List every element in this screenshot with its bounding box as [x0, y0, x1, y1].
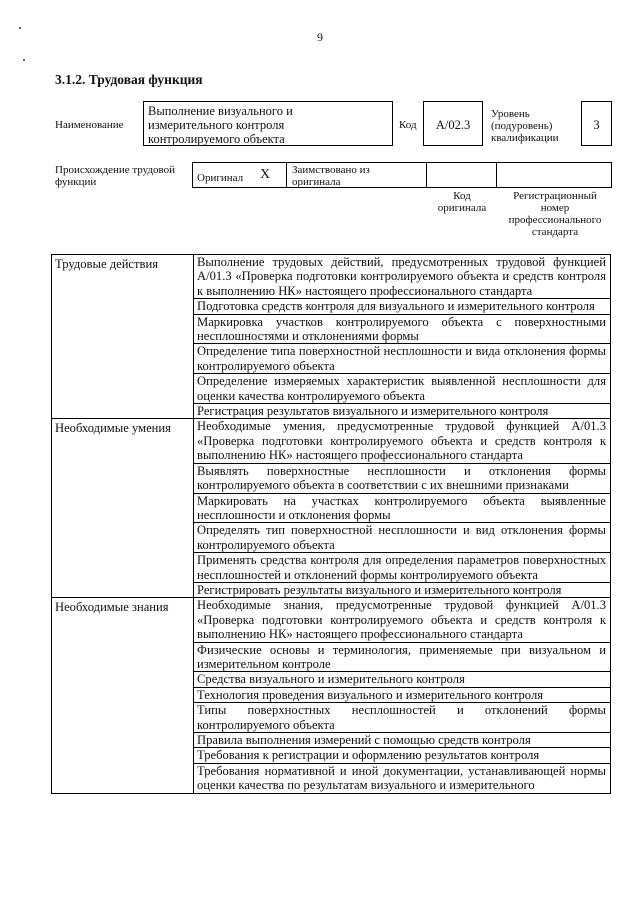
origin-reg-caption: Регистрационный номер профессионального стандарта: [508, 190, 602, 238]
code-value: A/02.3: [435, 118, 471, 132]
table-cell: Необходимые знания, предусмотренные трудовой функцией A/01.3 «Проверка подготовки контролируемого объекта и средств контроля к выполнению НК» настоящего профессионального стандарта: [194, 598, 611, 642]
table-cell: Регистрировать результаты визуального и измерительного контроля: [194, 582, 611, 597]
table-cell: Маркировать на участках контролируемого объекта выявленные несплошности и отклонения формы: [194, 493, 611, 523]
table-row: [52, 598, 611, 642]
section-title-cell: Трудовые действия: [52, 255, 194, 419]
code-label: Код: [399, 119, 417, 131]
table-cell: Выявлять поверхностные несплошности и отклонения формы контролируемого объекта в соответствии с их внешними признаками: [194, 463, 611, 493]
origin-code-caption: Код оригинала: [437, 190, 487, 214]
page-number: 9: [317, 30, 323, 44]
name-label: Наименование: [55, 119, 124, 131]
scan-speck: [23, 59, 25, 61]
section-title: 3.1.2. Трудовая функция: [55, 72, 203, 87]
code-value-box: [423, 101, 483, 146]
table-cell: Средства визуального и измерительного контроля: [194, 672, 611, 687]
level-value: 3: [593, 118, 600, 132]
table-cell: Определение измеряемых характеристик выявленной несплошности для оценки качества контролируемого объекта: [194, 374, 611, 404]
table-cell: Подготовка средств контроля для визуального и измерительного контроля: [194, 299, 611, 314]
table-cell: Требования к регистрации и оформлению результатов контроля: [194, 748, 611, 763]
table-cell: Определять тип поверхностной несплошности и вид отклонения формы контролируемого объекта: [194, 523, 611, 553]
table-cell: Маркировка участков контролируемого объекта с поверхностными несплошностями и отклонениями формы: [194, 314, 611, 344]
table-row: [52, 255, 611, 299]
table-cell: Технология проведения визуального и измерительного контроля: [194, 687, 611, 702]
function-table: [51, 254, 611, 794]
section-title-cell: Необходимые знания: [52, 598, 194, 793]
name-value: Выполнение визуального и измерительного контроля контролируемого объекта: [148, 104, 293, 146]
table-cell: Выполнение трудовых действий, предусмотренных трудовой функцией A/01.3 «Проверка подготовки контролируемого объекта и средств контроля к выполнению НК» настоящего профессионального стандарта: [194, 255, 611, 299]
section-title-cell: Необходимые умения: [52, 419, 194, 598]
table-cell: Типы поверхностных несплошностей и отклонений формы контролируемого объекта: [194, 703, 611, 733]
table-cell: Регистрация результатов визуального и измерительного контроля: [194, 404, 611, 419]
origin-reg-cell: [496, 162, 612, 188]
origin-borrowed-label: Заимствовано из оригинала: [292, 164, 370, 188]
origin-original-label: Оригинал: [197, 172, 244, 184]
table-cell: Правила выполнения измерений с помощью средств контроля: [194, 733, 611, 748]
level-label: Уровень (подуровень) квалификации: [491, 108, 559, 144]
table-cell: Определение типа поверхностной несплошности и вида отклонения формы контролируемого объекта: [194, 344, 611, 374]
origin-code-cell: [426, 162, 497, 188]
name-value-box: [143, 101, 393, 146]
origin-original-mark: X: [260, 167, 271, 182]
table-cell: Необходимые умения, предусмотренные трудовой функцией A/01.3 «Проверка подготовки контролируемого объекта и средств контроля к выполнению НК» настоящего профессионального стандарта: [194, 419, 611, 463]
table-cell: Применять средства контроля для определения параметров поверхностных несплошностей и отклонений формы контролируемого объекта: [194, 553, 611, 583]
table-row: [52, 419, 611, 463]
scan-speck: [19, 27, 21, 29]
level-value-box: [581, 101, 612, 146]
origin-label: Происхождение трудовой функции: [55, 164, 176, 188]
table-cell: Физические основы и терминология, применяемые при визуальном и измерительном контроле: [194, 642, 611, 672]
table-cell: Требования нормативной и иной документации, устанавливающей нормы оценки качества по результатам визуального и измерительного: [194, 763, 611, 793]
